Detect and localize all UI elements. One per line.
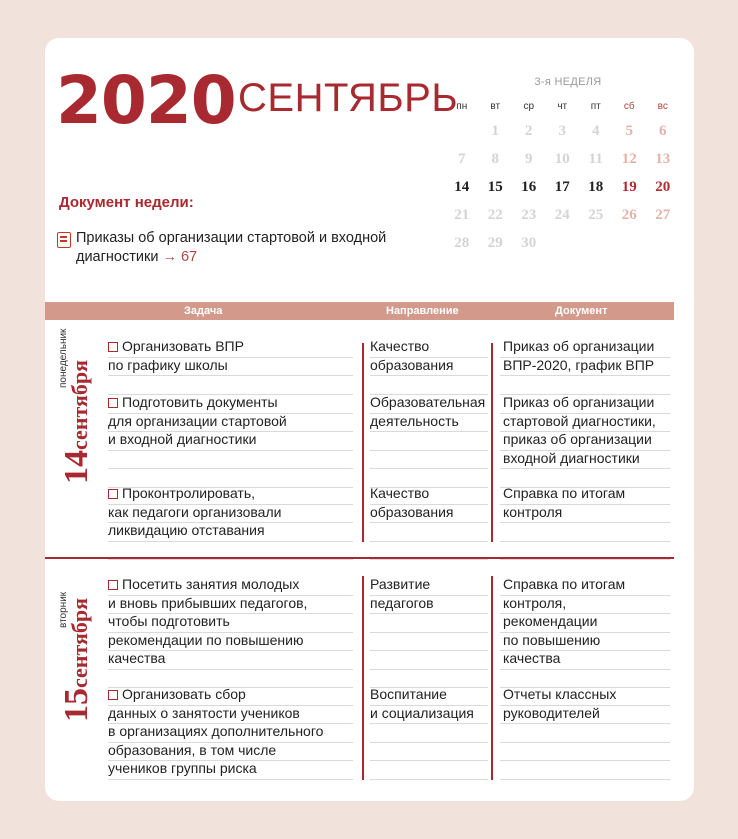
ruled-line — [370, 669, 488, 670]
day-date-label — [58, 360, 96, 484]
task-item[interactable]: Организовать ВПР по графику школы — [108, 338, 244, 373]
ruled-line — [370, 613, 488, 614]
calendar-day — [613, 229, 647, 257]
ruled-line — [500, 375, 670, 376]
calendar-week — [445, 145, 680, 173]
calendar-week — [445, 173, 680, 201]
ruled-line — [370, 522, 488, 523]
day-month: сентября — [67, 597, 92, 688]
column-separator — [362, 343, 364, 542]
ruled-line — [370, 650, 488, 651]
column-separator — [491, 343, 493, 542]
weekday-label: вторник — [58, 591, 69, 628]
day-date-label — [58, 598, 96, 722]
ruled-line — [370, 742, 488, 743]
ruled-line — [370, 541, 488, 542]
ruled-line — [500, 559, 670, 560]
ruled-line — [370, 779, 488, 780]
col-document-header: Документ — [555, 305, 608, 317]
week-label: 3-я НЕДЕЛЯ — [534, 76, 602, 88]
column-separator — [491, 576, 493, 780]
doc-of-week-text[interactable] — [76, 229, 416, 267]
ruled-line — [500, 779, 670, 780]
ruled-line — [370, 559, 488, 560]
col-task-header: Задача — [184, 305, 223, 317]
task-document: Приказ об организации ВПР-2020, график ВПР — [503, 338, 655, 373]
calendar-day[interactable]: 6 — [659, 123, 667, 139]
task-direction: Образовательная деятельность — [370, 394, 486, 429]
ruled-line — [500, 522, 670, 523]
task-item[interactable]: Организовать сбор данных о занятости учеников в организациях дополнительного образования, в том числе учеников группы риска — [108, 686, 324, 776]
calendar-day[interactable]: 14 — [454, 179, 470, 195]
ruled-line — [500, 669, 670, 670]
calendar-weekday: чт — [557, 101, 568, 112]
calendar-day[interactable]: 18 — [588, 179, 604, 195]
calendar-weekday: пт — [590, 101, 601, 112]
calendar-day[interactable]: 12 — [621, 151, 637, 167]
ruled-line — [370, 632, 488, 633]
calendar-day[interactable]: 15 — [487, 179, 503, 195]
calendar-day[interactable]: 25 — [588, 207, 604, 223]
task-direction: Воспитание и социализация — [370, 686, 474, 721]
task-document: Справка по итогам контроля, рекомендации по повышению качества — [503, 576, 626, 666]
calendar-day — [579, 229, 613, 257]
task-document: Отчеты классных руководителей — [503, 686, 617, 721]
calendar-weekday: ср — [523, 101, 535, 112]
calendar-day — [546, 229, 580, 257]
calendar-day[interactable]: 2 — [525, 123, 533, 139]
mini-calendar — [445, 97, 680, 257]
ruled-line — [370, 760, 488, 761]
col-direction-header: Направление — [386, 305, 459, 317]
calendar-day[interactable]: 11 — [588, 151, 603, 167]
task-item[interactable]: Проконтролировать, как педагоги организовали ликвидацию отставания — [108, 485, 282, 538]
task-direction: Качество образования — [370, 485, 454, 520]
calendar-weekday: вс — [657, 101, 668, 112]
checkbox[interactable] — [108, 580, 118, 590]
calendar-day[interactable]: 9 — [525, 151, 533, 167]
column-separator — [362, 576, 364, 780]
calendar-day[interactable]: 26 — [621, 207, 637, 223]
calendar-day[interactable]: 7 — [458, 151, 466, 167]
task-document: Справка по итогам контроля — [503, 485, 626, 520]
ruled-line — [108, 559, 353, 560]
ruled-line — [500, 742, 670, 743]
ruled-line — [500, 541, 670, 542]
checkbox[interactable] — [108, 690, 118, 700]
ruled-line — [370, 375, 488, 376]
calendar-day[interactable]: 30 — [521, 235, 537, 251]
ruled-line — [370, 723, 488, 724]
ruled-line — [370, 468, 488, 469]
page-reference[interactable]: → 67 — [162, 249, 198, 265]
calendar-day[interactable]: 16 — [521, 179, 537, 195]
ruled-line — [108, 375, 353, 376]
day-month: сентября — [67, 359, 92, 450]
calendar-day[interactable]: 28 — [454, 235, 470, 251]
calendar-weekday: пн — [456, 101, 468, 112]
day-number: 15 — [58, 688, 95, 722]
ruled-line — [370, 431, 488, 432]
calendar-day[interactable]: 3 — [558, 123, 566, 139]
calendar-week — [445, 229, 680, 257]
calendar-day — [445, 117, 479, 145]
ruled-line — [108, 779, 353, 780]
task-document: Приказ об организации стартовой диагностики, приказ об организации входной диагностики — [503, 394, 656, 466]
calendar-weekday: сб — [623, 101, 635, 112]
month-title: СЕНТЯБРЬ — [238, 76, 459, 120]
ruled-line — [500, 760, 670, 761]
doc-of-week-title: Документ недели: — [59, 194, 194, 211]
ruled-line — [500, 723, 670, 724]
calendar-day — [646, 229, 680, 257]
calendar-day[interactable]: 22 — [487, 207, 503, 223]
ruled-line — [108, 541, 353, 542]
calendar-week — [445, 117, 680, 145]
calendar-day[interactable]: 1 — [491, 123, 499, 139]
checkbox[interactable] — [108, 398, 118, 408]
calendar-day[interactable]: 8 — [491, 151, 499, 167]
day-number: 14 — [58, 450, 95, 484]
calendar-day[interactable]: 13 — [655, 151, 671, 167]
checkbox[interactable] — [108, 489, 118, 499]
calendar-day[interactable]: 21 — [454, 207, 470, 223]
doc-of-week-name: Приказы об организации стартовой и входной диагностики — [76, 230, 387, 265]
calendar-day[interactable]: 19 — [621, 179, 637, 195]
calendar-day[interactable]: 29 — [487, 235, 503, 251]
calendar-day[interactable]: 23 — [521, 207, 537, 223]
calendar-day[interactable]: 5 — [625, 123, 633, 139]
calendar-day[interactable]: 17 — [554, 179, 570, 195]
task-direction: Развитие педагогов — [370, 576, 434, 611]
task-item[interactable]: Подготовить документы для организации стартовой и входной диагностики — [108, 394, 287, 447]
calendar-weekday: вт — [490, 101, 501, 112]
checkbox[interactable] — [108, 342, 118, 352]
ruled-line — [500, 468, 670, 469]
ruled-line — [108, 468, 353, 469]
task-item[interactable]: Посетить занятия молодых и вновь прибывших педагогов, чтобы подготовить рекомендации по повышению качества — [108, 576, 308, 666]
year-title: 2020 — [56, 62, 236, 139]
document-icon — [57, 232, 71, 248]
calendar-day[interactable]: 10 — [554, 151, 570, 167]
ruled-line — [108, 450, 353, 451]
table-header — [45, 302, 674, 320]
calendar-day[interactable]: 4 — [592, 123, 600, 139]
calendar-day[interactable]: 24 — [554, 207, 570, 223]
task-direction: Качество образования — [370, 338, 454, 373]
weekday-label: понедельник — [58, 328, 69, 388]
ruled-line — [108, 669, 353, 670]
calendar-day[interactable]: 20 — [655, 179, 671, 195]
calendar-day[interactable]: 27 — [655, 207, 671, 223]
calendar-week — [445, 201, 680, 229]
calendar-weekdays — [445, 97, 680, 117]
ruled-line — [370, 450, 488, 451]
